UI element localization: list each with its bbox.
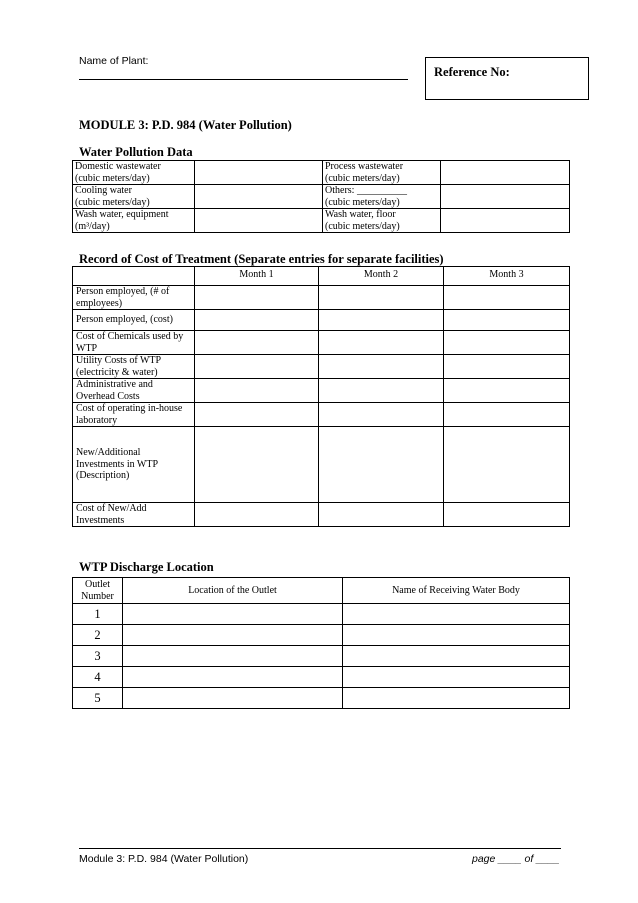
value-cell[interactable] (195, 310, 319, 331)
value-cell[interactable] (444, 403, 570, 427)
table-header-row (73, 267, 570, 286)
row-label: Others: __________ (cubic meters/day) (323, 185, 441, 209)
column-header-outlet-number: Outlet Number (73, 578, 123, 604)
column-header-month-2: Month 2 (319, 267, 444, 286)
value-cell[interactable] (319, 286, 444, 310)
reference-box[interactable] (425, 57, 589, 100)
column-header-month-1: Month 1 (195, 267, 319, 286)
value-cell[interactable] (319, 331, 444, 355)
value-cell[interactable] (195, 209, 323, 233)
value-cell[interactable] (195, 355, 319, 379)
value-cell[interactable] (195, 286, 319, 310)
row-label: Person employed, (# of employees) (73, 286, 195, 310)
row-label: Administrative and Overhead Costs (73, 379, 195, 403)
footer-module-label: Module 3: P.D. 984 (Water Pollution) (79, 853, 249, 865)
water-pollution-title: Water Pollution Data (79, 145, 193, 159)
table-row (73, 310, 570, 331)
row-label: Person employed, (cost) (73, 310, 195, 331)
table-row (73, 355, 570, 379)
row-label: Cost of Chemicals used by WTP (73, 331, 195, 355)
table-row (73, 503, 570, 527)
value-cell[interactable] (444, 286, 570, 310)
value-cell[interactable] (319, 403, 444, 427)
value-cell[interactable] (195, 161, 323, 185)
value-cell[interactable] (441, 209, 570, 233)
value-cell[interactable] (123, 646, 343, 667)
value-cell[interactable] (195, 185, 323, 209)
value-cell[interactable] (319, 427, 444, 503)
value-cell[interactable] (343, 646, 570, 667)
footer-divider (79, 848, 561, 849)
row-label: Domestic wastewater (cubic meters/day) (73, 161, 195, 185)
footer-page-number: page ____ of ____ (472, 853, 560, 865)
row-label: Wash water, floor (cubic meters/day) (323, 209, 441, 233)
row-label: Cooling water (cubic meters/day) (73, 185, 195, 209)
value-cell[interactable] (343, 667, 570, 688)
table-row (73, 331, 570, 355)
value-cell[interactable] (444, 355, 570, 379)
outlet-number: 5 (73, 688, 123, 709)
table-row (73, 646, 570, 667)
outlet-number: 4 (73, 667, 123, 688)
table-row (73, 379, 570, 403)
value-cell[interactable] (123, 604, 343, 625)
row-label: Process wastewater (cubic meters/day) (323, 161, 441, 185)
value-cell[interactable] (343, 604, 570, 625)
table-row (73, 209, 570, 233)
reference-label: Reference No: (434, 65, 510, 79)
table-row (73, 185, 570, 209)
cost-treatment-title: Record of Cost of Treatment (Separate entries for separate facilities) (79, 252, 444, 266)
value-cell[interactable] (123, 625, 343, 646)
blank-header-cell (73, 267, 195, 286)
outlet-number: 3 (73, 646, 123, 667)
value-cell[interactable] (343, 625, 570, 646)
table-row (73, 667, 570, 688)
cost-treatment-table (72, 266, 570, 527)
table-header-row (73, 578, 570, 604)
column-header-location: Location of the Outlet (123, 578, 343, 604)
value-cell[interactable] (444, 331, 570, 355)
value-cell[interactable] (319, 503, 444, 527)
row-label: Cost of operating in-house laboratory (73, 403, 195, 427)
value-cell[interactable] (444, 379, 570, 403)
value-cell[interactable] (444, 310, 570, 331)
value-cell[interactable] (123, 688, 343, 709)
value-cell[interactable] (123, 667, 343, 688)
row-label: Cost of New/Add Investments (73, 503, 195, 527)
value-cell[interactable] (195, 379, 319, 403)
outlet-number: 2 (73, 625, 123, 646)
plant-name-label: Name of Plant: (79, 55, 149, 67)
table-row (73, 403, 570, 427)
value-cell[interactable] (444, 427, 570, 503)
table-row (73, 688, 570, 709)
value-cell[interactable] (195, 503, 319, 527)
value-cell[interactable] (195, 331, 319, 355)
value-cell[interactable] (319, 355, 444, 379)
row-label: Utility Costs of WTP (electricity & water) (73, 355, 195, 379)
table-row (73, 604, 570, 625)
value-cell[interactable] (319, 379, 444, 403)
table-row (73, 286, 570, 310)
column-header-month-3: Month 3 (444, 267, 570, 286)
value-cell[interactable] (441, 185, 570, 209)
column-header-receiving-water: Name of Receiving Water Body (343, 578, 570, 604)
wtp-discharge-title: WTP Discharge Location (79, 560, 214, 574)
wtp-discharge-table (72, 577, 570, 709)
value-cell[interactable] (343, 688, 570, 709)
water-pollution-table (72, 160, 570, 233)
value-cell[interactable] (195, 427, 319, 503)
value-cell[interactable] (195, 403, 319, 427)
value-cell[interactable] (319, 310, 444, 331)
row-label: New/Additional Investments in WTP (Description) (73, 427, 195, 503)
row-label: Wash water, equipment (m³/day) (73, 209, 195, 233)
module-title: MODULE 3: P.D. 984 (Water Pollution) (79, 118, 292, 132)
table-row (73, 161, 570, 185)
table-row (73, 625, 570, 646)
outlet-number: 1 (73, 604, 123, 625)
table-row (73, 427, 570, 503)
value-cell[interactable] (441, 161, 570, 185)
value-cell[interactable] (444, 503, 570, 527)
plant-name-field[interactable] (79, 79, 408, 80)
